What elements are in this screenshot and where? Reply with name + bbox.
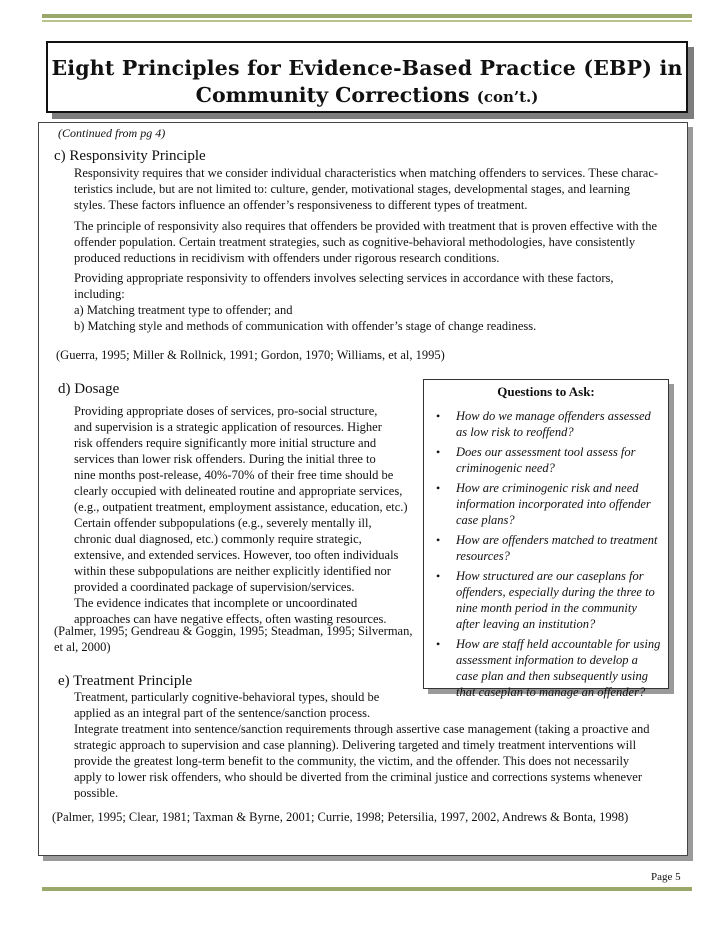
text-line: (Palmer, 1995; Gendreau & Goggin, 1995; Steadman, 1995; Silverman, [54, 624, 413, 638]
text-line: resources? [456, 549, 510, 563]
bullet-icon: • [436, 409, 441, 423]
text-line: b) Matching style and methods of communication with offender’s stage of change readiness. [74, 319, 537, 333]
text-line: criminogenic need? [456, 461, 555, 475]
top-rule [42, 14, 692, 18]
page-title-line1: Eight Principles for Evidence-Based Practice (EBP) in [51, 56, 683, 80]
text-line: offender population. Certain treatment strategies, such as cognitive-behavioral methodologies, have consistently [74, 235, 636, 249]
text-line: including: [74, 287, 125, 301]
text-line: provide the greatest long-term benefit to the community, the victim, and the offender. This does not necessarily [74, 754, 630, 768]
text-line: case plan and then subsequently using [456, 669, 648, 683]
text-line: case plans? [456, 513, 515, 527]
bottom-rule [42, 887, 692, 891]
treatment-paragraph [74, 689, 649, 801]
text-line: applied as an integral part of the sentence/sanction process. [74, 706, 371, 720]
text-line: approaches can have negative effects, often wasting resources. [74, 612, 387, 626]
text-line: Does our assessment tool assess for [456, 445, 636, 459]
text-line: styles. These factors influence an offender’s responsiveness to different types of treatment. [74, 198, 528, 212]
text-line: as low risk to reoffend? [456, 425, 574, 439]
questions-title: Questions to Ask: [497, 384, 595, 399]
text-line: nine month period in the community [456, 601, 637, 615]
text-line: risk offenders require significantly more initial structure and [74, 436, 377, 450]
text-line: The principle of responsivity also requires that offenders be provided with treatment that is proven effective with the [74, 219, 658, 233]
question-item [434, 480, 660, 528]
bullet-icon: • [436, 533, 441, 547]
text-line: provided a coordinated package of supervision/services. [74, 580, 355, 594]
treatment-citation: (Palmer, 1995; Clear, 1981; Taxman & Byrne, 2001; Currie, 1998; Petersilia, 1997, 2002, Andrews & Bonta, 1998) [52, 810, 629, 824]
text-line: services than lower risk offenders. During the initial three to [74, 452, 376, 466]
text-line: extensive, and extended services. However, too often individuals [74, 548, 399, 562]
text-line: produced reductions in recidivism with offenders under rigorous research conditions. [74, 251, 500, 265]
text-line: nine months post-release, 40%-70% of their free time should be [74, 468, 394, 482]
title-box [46, 41, 688, 113]
bullet-icon: • [436, 637, 441, 651]
continued-note: (Continued from pg 4) [58, 126, 166, 140]
page-title-cont: (con’t.) [476, 88, 539, 106]
responsivity-paragraph-1 [74, 165, 658, 213]
dosage-citation [54, 623, 412, 655]
responsivity-paragraph-3 [74, 270, 614, 334]
page-title-line2 [48, 83, 686, 107]
text-line: How structured are our caseplans for [456, 569, 644, 583]
dosage-heading: d) Dosage [58, 381, 120, 397]
text-line: within these subpopulations are neither explicitly identified nor [74, 564, 391, 578]
bullet-icon: • [436, 569, 441, 583]
text-line: apply to lower risk offenders, who should be diverted from the criminal justice and corrections systems whenever [74, 770, 643, 784]
text-line: strategic approach to supervision and case planning). Delivering targeted and timely treatment interventions will [74, 738, 637, 752]
responsivity-heading: c) Responsivity Principle [54, 148, 206, 164]
text-line: chronic dual diagnosed, etc.) commonly require strategic, [74, 532, 362, 546]
text-line: Providing appropriate responsivity to offenders involves selecting services in accordance with these factors, [74, 271, 614, 285]
text-line: Treatment, particularly cognitive-behavioral types, should be [74, 690, 380, 704]
questions-box [423, 379, 669, 699]
text-line: possible. [74, 786, 119, 800]
text-line: How are criminogenic risk and need [456, 481, 639, 495]
page-title-line2-text: Community Corrections [195, 83, 470, 107]
text-line: The evidence indicates that incomplete or uncoordinated [74, 596, 358, 610]
page-number: Page 5 [651, 871, 681, 883]
text-line: assessment information to develop a [456, 653, 638, 667]
dosage-paragraph [74, 403, 408, 627]
text-line: teristics include, but are not limited to: culture, gender, motivational stages, developmental stages, and learning [74, 182, 630, 196]
question-item [434, 408, 660, 440]
text-line: How do we manage offenders assessed [456, 409, 651, 423]
text-line: Responsivity requires that we consider individual characteristics when matching offenders to services. These charac- [74, 166, 659, 180]
text-line: a) Matching treatment type to offender; and [74, 303, 293, 317]
text-line: How are offenders matched to treatment [456, 533, 658, 547]
text-line: offenders, especially during the three to [456, 585, 655, 599]
responsivity-paragraph-2 [74, 218, 657, 266]
question-item [434, 568, 660, 632]
treatment-heading: e) Treatment Principle [58, 673, 193, 689]
text-line: that caseplan to manage an offender? [456, 685, 646, 699]
question-item [434, 444, 660, 476]
text-line: et al, 2000) [54, 640, 111, 654]
text-line: Integrate treatment into sentence/sanction requirements through assertive case management (taking a proactive and [74, 722, 650, 736]
text-line: How are staff held accountable for using [456, 637, 661, 651]
bullet-icon: • [436, 481, 441, 495]
top-rule-thin [42, 20, 692, 22]
text-line: after leaving an institution? [456, 617, 596, 631]
questions-list [434, 408, 660, 704]
bullet-icon: • [436, 445, 441, 459]
text-line: Providing appropriate doses of services, pro-social structure, [74, 404, 378, 418]
text-line: and supervision is a strategic application of resources. Higher [74, 420, 382, 434]
text-line: Certain offender subpopulations (e.g., severely mentally ill, [74, 516, 372, 530]
responsivity-citation: (Guerra, 1995; Miller & Rollnick, 1991; Gordon, 1970; Williams, et al, 1995) [56, 348, 445, 362]
text-line: (e.g., outpatient treatment, employment assistance, education, etc.) [74, 500, 408, 514]
question-item [434, 532, 660, 564]
text-line: clearly occupied with delineated routine and appropriate services, [74, 484, 403, 498]
text-line: information incorporated into offender [456, 497, 651, 511]
